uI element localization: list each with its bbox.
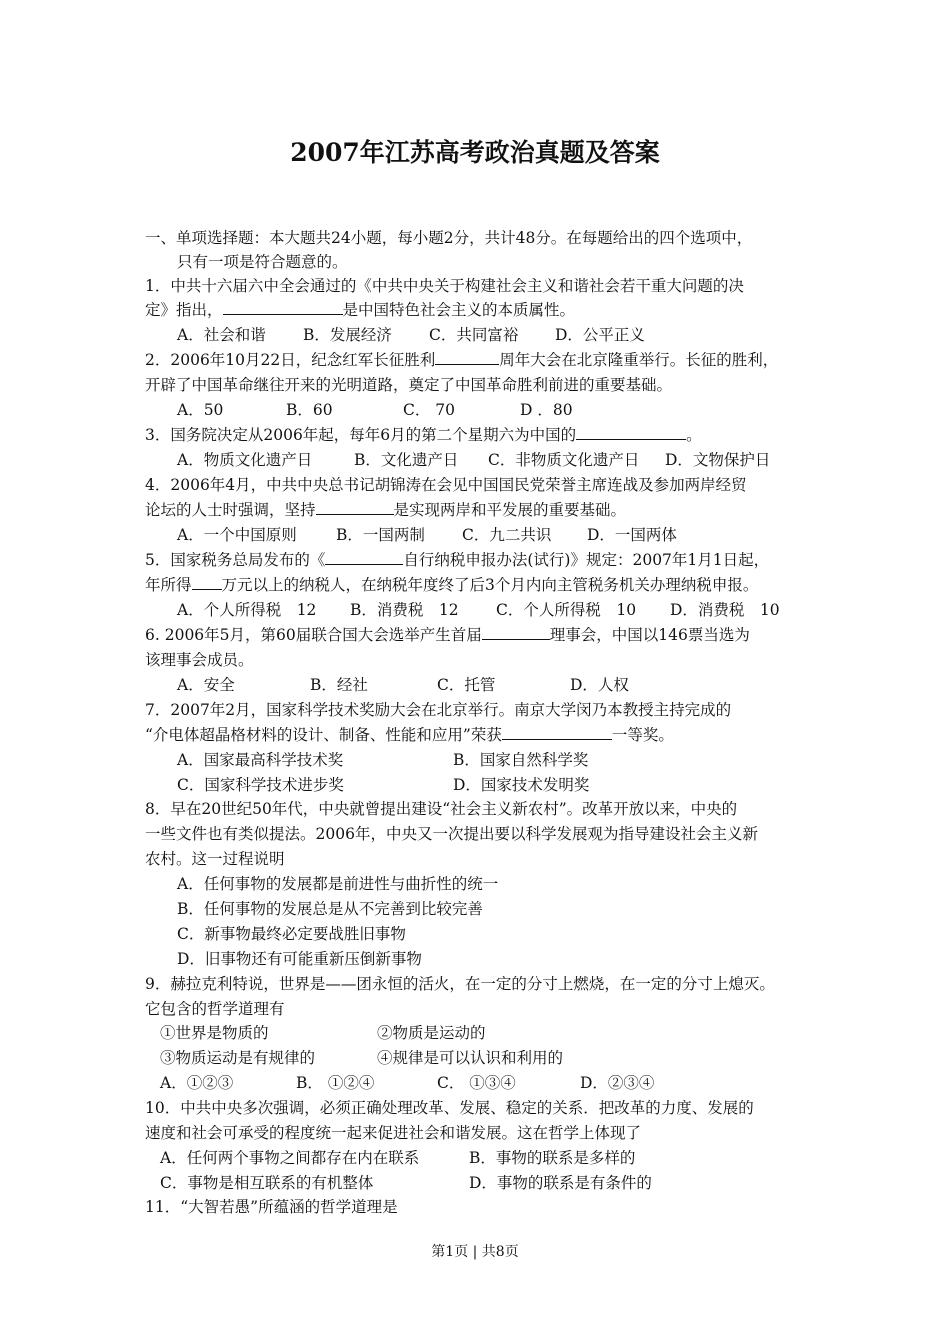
statement-item: ②物质是运动的 [377,1024,486,1042]
option: A．任何两个事物之间都存在内在联系 [160,1149,420,1167]
question-2-cont: 开辟了中国革命继往开来的光明道路，奠定了中国革命胜利前进的重要基础。 [145,376,673,394]
option: D ．80 [520,401,573,419]
option: A．社会和谐 [177,326,266,344]
question-text: 一等奖。 [611,726,674,744]
question-6 [145,623,750,647]
option: D．公平正义 [555,326,645,344]
question-5 [145,548,769,572]
option: B． ①②④ [296,1074,375,1092]
option: B．经社 [310,676,368,694]
section-heading: 一、单项选择题：本大题共24小题，每小题2分，共计48分。在每题给出的四个选项中， [145,229,753,247]
question-10-cont: 速度和社会可承受的程度统一起来促进社会和谐发展。这在哲学上体现了 [145,1124,642,1142]
question-text: 2．2006年10月22日，纪念红军长征胜利 [145,351,436,369]
option: C．九二共识 [462,526,552,544]
answer-blank [325,548,403,565]
question-8-cont: 农村。这一过程说明 [145,850,285,868]
question-text: 理事会，中国以146票当选为 [549,626,750,644]
option: D．②③④ [580,1074,655,1092]
answer-blank [435,348,499,365]
question-text: 年所得 [145,576,192,594]
option: C．托管 [437,676,496,694]
question-6-cont: 该理事会成员。 [145,651,254,669]
option: B．文化遗产日 [354,451,459,469]
question-4: 4．2006年4月，中共中央总书记胡锦涛在会见中国国民党荣誉主席连战及参加两岸经贸 [145,476,747,494]
answer-blank [192,573,222,590]
question-text: 是中国特色社会主义的本质属性。 [342,301,576,319]
option: C． ①③④ [437,1074,516,1092]
question-text: 。 [686,426,702,444]
question-5-cont [145,573,758,597]
option: A．任何事物的发展都是前进性与曲折性的统一 [177,875,499,893]
option: B．任何事物的发展总是从不完善到比较完善 [177,900,483,918]
question-2 [145,348,778,372]
question-text: 是实现两岸和平发展的重要基础。 [393,501,627,519]
option: A．①②③ [160,1074,234,1092]
answer-blank [502,723,612,740]
option: C．国家科学技术进步奖 [177,776,344,794]
answer-blank [316,498,394,515]
question-3 [145,423,702,447]
question-8-cont: 一些文件也有类似提法。2006年，中央又一次提出要以科学发展观为指导建设社会主义新 [145,825,758,843]
statement-item: ①世界是物质的 [160,1024,269,1042]
option: A．国家最高科学技术奖 [177,751,344,769]
option: B．国家自然科学奖 [453,751,589,769]
question-text: 6. 2006年5月，第60届联合国大会选举产生首届 [145,626,482,644]
option: C．非物质文化遗产日 [488,451,640,469]
option: A．个人所得税 12 [177,601,317,619]
question-7: 7．2007年2月，国家科学技术奖励大会在北京举行。南京大学闵乃本教授主持完成的 [145,701,732,719]
option: B．60 [286,401,333,419]
question-text: 5．国家税务总局发布的《 [145,551,326,569]
option: C．共同富裕 [429,326,519,344]
option: C．个人所得税 10 [496,601,637,619]
option: A．物质文化遗产日 [177,451,313,469]
statement-item: ④规律是可以认识和利用的 [377,1049,564,1067]
answer-blank [576,423,686,440]
question-7-cont [145,723,674,747]
option: B．事物的联系是多样的 [469,1149,636,1167]
option: B．发展经济 [303,326,392,344]
option: C． 70 [403,401,456,419]
question-4-cont [145,498,626,522]
option: D．国家技术发明奖 [453,776,590,794]
option: B．消费税 12 [350,601,459,619]
question-text: 定》指出， [145,301,223,319]
question-text: 周年大会在北京隆重举行。长征的胜利， [499,351,779,369]
answer-blank [482,623,550,640]
question-text: 论坛的人士时强调，坚持 [145,501,316,519]
question-text: 3．国务院决定从2006年起，每年6月的第二个星期六为中国的 [145,426,577,444]
answer-blank [223,298,343,315]
option: D．一国两体 [587,526,677,544]
page-title: 2007年江苏高考政治真题及答案 [290,138,660,167]
option: A．50 [177,401,224,419]
section-heading-cont: 只有一项是符合题意的。 [177,253,348,271]
option: C．新事物最终必定要战胜旧事物 [177,925,406,943]
question-9: 9．赫拉克利特说，世界是——团永恒的活火，在一定的分寸上燃烧，在一定的分寸上熄灭。 [145,975,775,993]
option: C．事物是相互联系的有机整体 [160,1174,374,1192]
statement-item: ③物质运动是有规律的 [160,1049,316,1067]
question-10: 10．中共中央多次强调，必须正确处理改革、发展、稳定的关系．把改革的力度、发展的 [145,1099,754,1117]
page-footer: 第1页 | 共8页 [431,1244,519,1260]
option: B．一国两制 [336,526,425,544]
option: D．人权 [570,676,629,694]
option: D．旧事物还有可能重新压倒新事物 [177,950,422,968]
question-9-cont: 它包含的哲学道理有 [145,1000,285,1018]
option: D．文物保护日 [665,451,771,469]
question-1: 1．中共十六届六中全会通过的《中共中央关于构建社会主义和谐社会若干重大问题的决 [145,277,744,295]
option: A．一个中国原则 [177,526,297,544]
option: D．消费税 10 [670,601,780,619]
option: D．事物的联系是有条件的 [469,1174,652,1192]
question-8: 8．早在20世纪50年代，中央就曾提出建设“社会主义新农村”。改革开放以来，中央的 [145,800,738,818]
question-1-cont [145,298,575,322]
question-text: “介电体超晶格材料的设计、制备、性能和应用”荣获 [145,726,502,744]
question-text: 万元以上的纳税人，在纳税年度终了后3个月内向主管税务机关办理纳税申报。 [221,576,759,594]
question-11: 11．“大智若愚”所蕴涵的哲学道理是 [145,1198,398,1216]
option: A．安全 [177,676,235,694]
question-text: 自行纳税申报办法(试行)》规定：2007年1月1日起， [403,551,770,569]
